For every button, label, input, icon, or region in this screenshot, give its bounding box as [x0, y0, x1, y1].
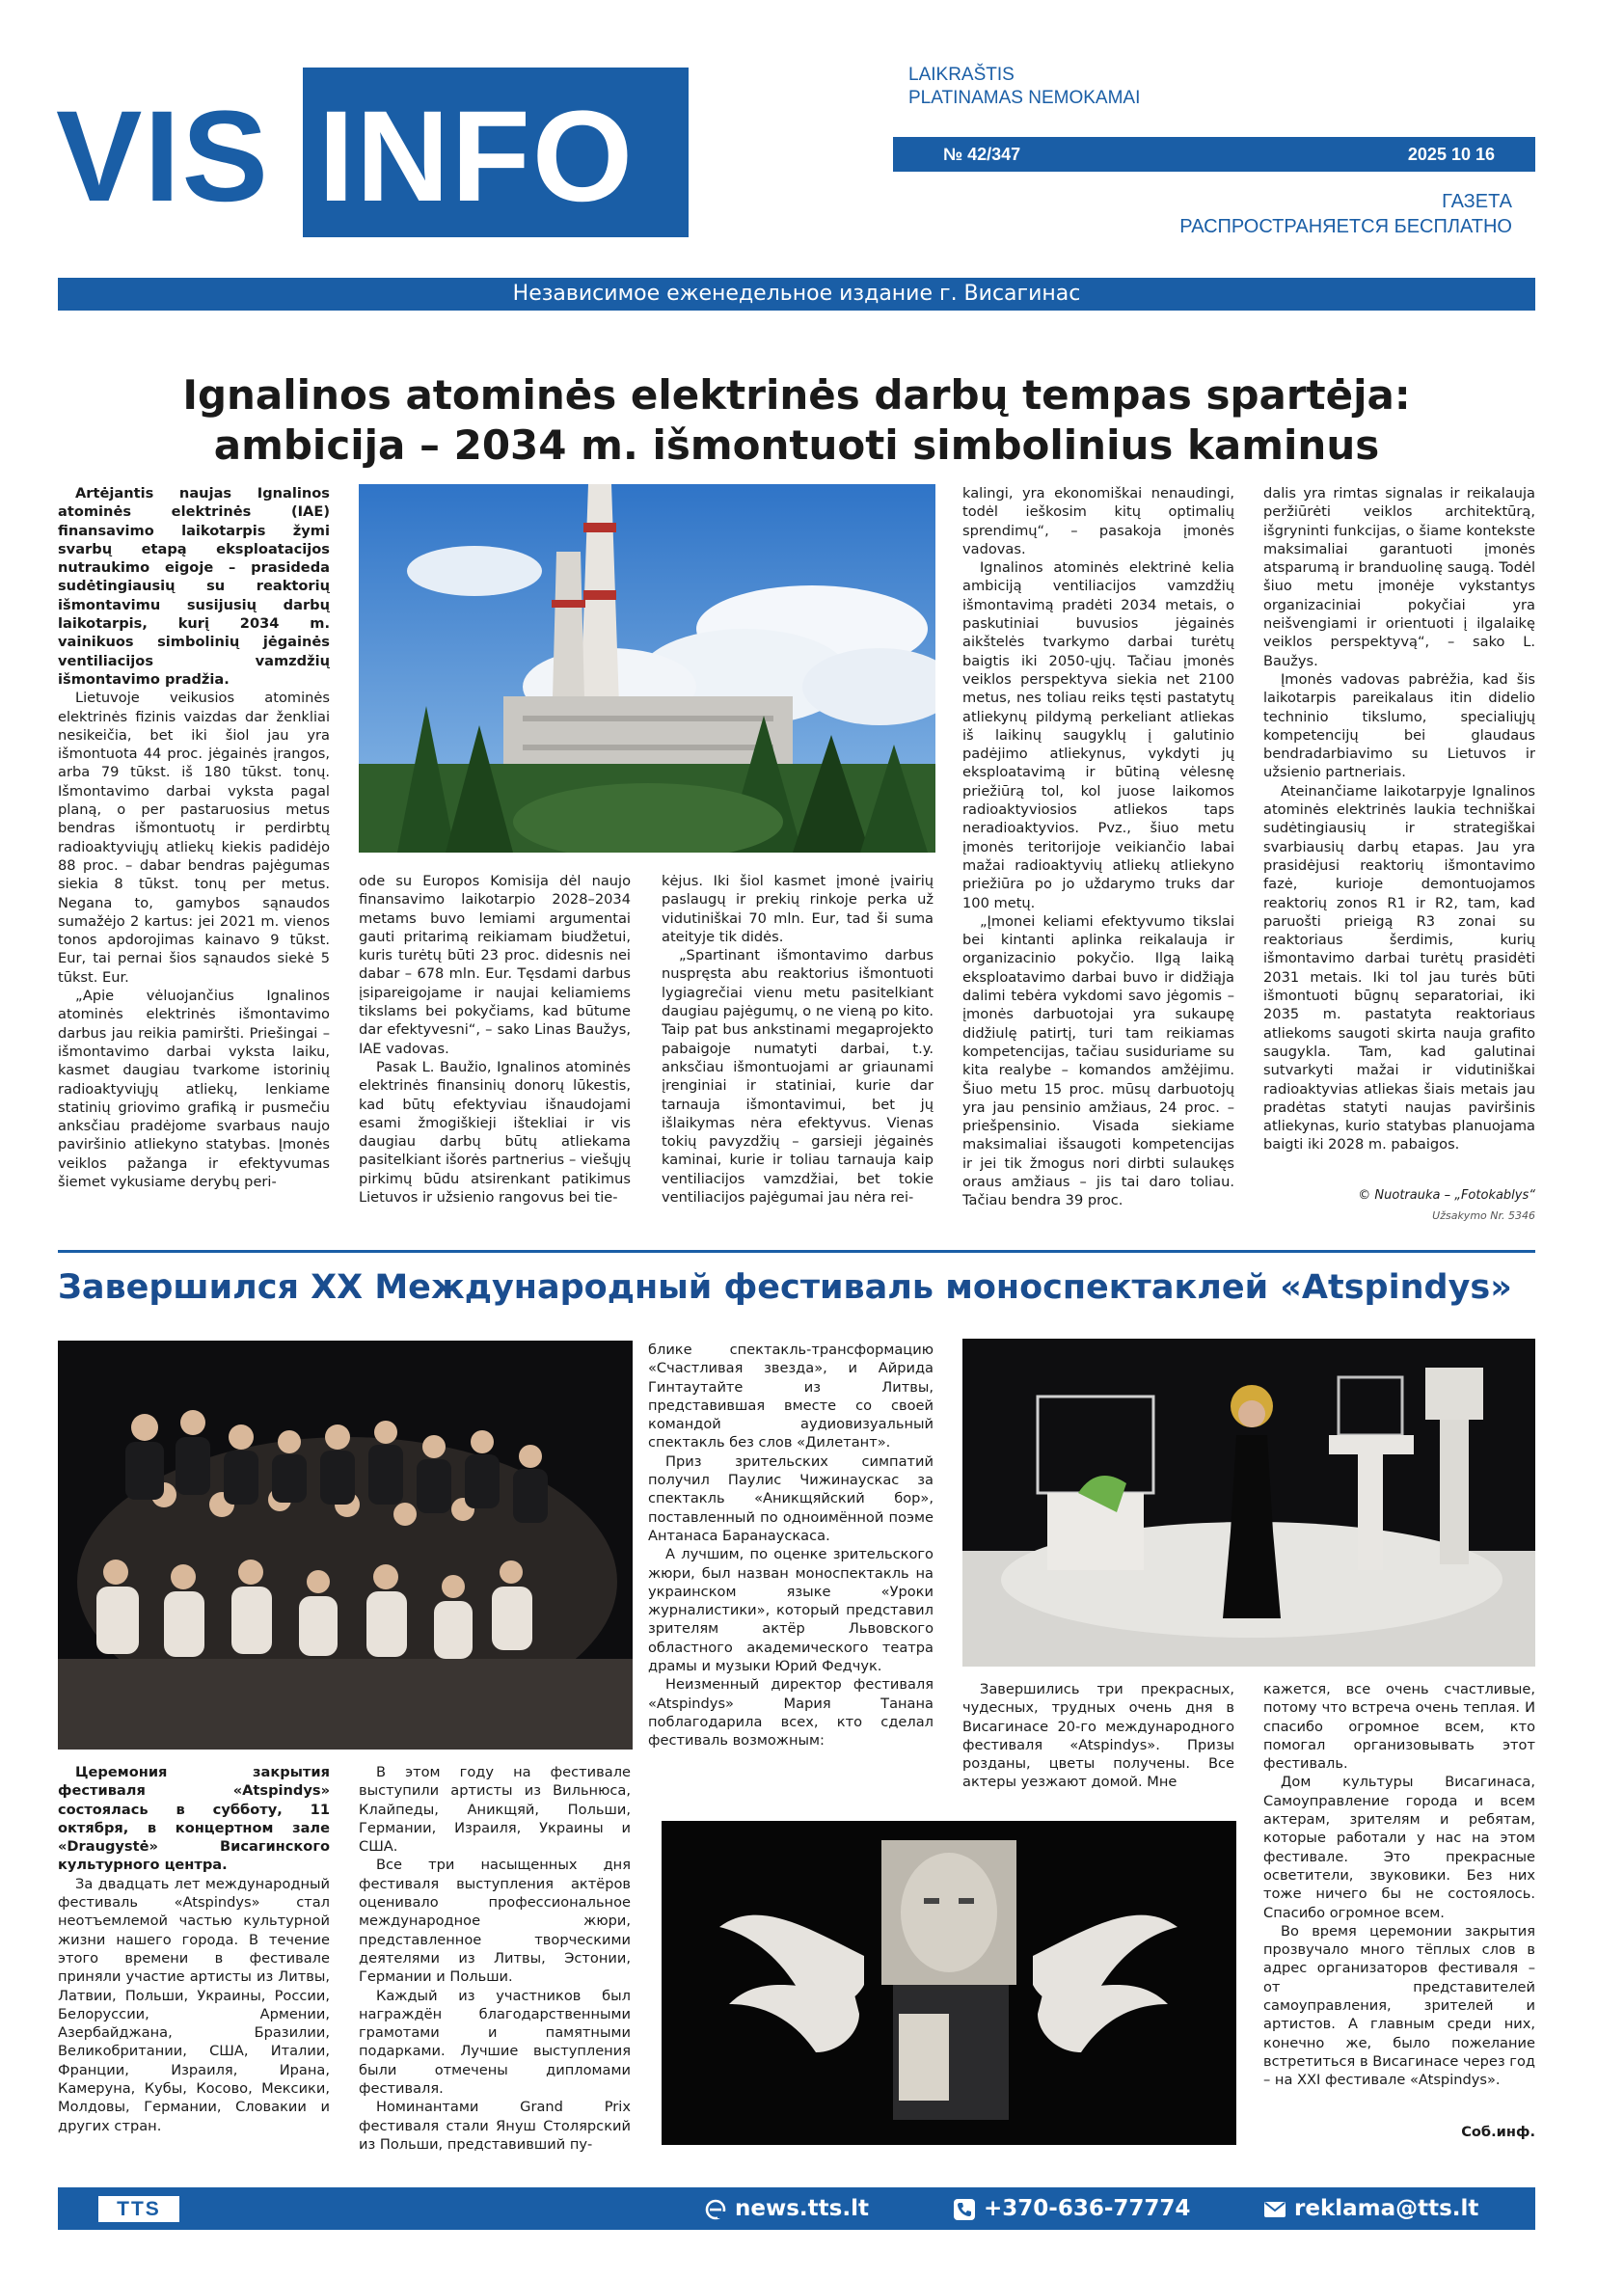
article1-paragraph: Ateinančiame laikotarpyje Ignalinos atominės elektrinės laukia techniškai sudėtingiausių ir strategiškai svarbiausių darbų etapas. Jau yra prasidėjusi reaktorių išmontavimo fazė, kurioje demontuojamos reaktorių zonos R1 ir R2, tam, kad paruošti prieigą R3 zonai su reaktoriaus šerdimis, kurių išmontavimo darbai turėtų prasidėti 2031 metais. Iki tol jau turės būti išmontuoti būgnų separatoriai, iki 2035 m. pastatyta reaktoriaus atliekoms saugoti skirta nauja grafito saugykla. Tam, kad galutinai sutvarkyti mažai ir vidutiniškai radioaktyvias atliekas šiais metais jau pradėtas statyti naujas paviršinis atliekynas, kurio statybas planuojama baigti iki 2028 m. pabaigos.	[1263, 782, 1535, 1153]
stage-performance-photo-graphic	[962, 1339, 1535, 1667]
article1-paragraph: „Įmonei keliami efektyvumo tikslai bei kintanti aplinka reikalauja ir organizacinio pokyčio. Ilgą laiką eksploatavimo darbai buvo ir didžiąja dalimi tebėra vykdomi savo jėgomis – įmonės darbuotojai yra sukaupę didžiulę patirtį, turi tam reikiamas kompetencijas, tačiau susiduriame su kita realybe – komandos amžėjimu. Šiuo metu 15 proc. mūsų darbuotojų yra jau pensinio amžiaus, 24 proc. – priešpensinio. Visada siekiame maksimaliai išsaugoti kompetencijas ir jei tik žmogus nori dirbti sulaukęs oraus amžiaus – jis tai daro toliau. Tačiau bendra 39 proc.	[962, 912, 1234, 1209]
article1-paragraph: ode su Europos Komisija dėl naujo finansavimo laikotarpio 2028–2034 metams buvo lemiami argumentai gauti pritarimą reikiamam biudžetui, kuris turėtų būti 23 proc. didesnis nei dabar – 678 mln. Eur. Tęsdami darbus įsipareigojame ir naujai keliamiems tikslams bei pokyčiams, kad būtume dar efektyvesni“, – sako Linas Baužys, IAE vadovas.	[359, 873, 631, 1057]
article1-column-4	[962, 484, 1234, 1246]
article2-column-5	[1263, 1680, 1535, 2116]
stage-performance-photo	[962, 1339, 1535, 1667]
power-plant-photo	[359, 484, 935, 853]
article2-paragraph: Дом культуры Висагинаса, Самоуправление города и всем актерам, зрителям и ребятам, которые работали у нас на этом фестивале. Это прекрасные осветители, звуковики. Без них тоже ничего бы не состоялось. Спасибо огромное всем.	[1263, 1774, 1535, 1921]
tagline-lt-line1: LAIKRAŠTIS	[908, 65, 1015, 85]
article2-paragraph: Приз зрительских симпатий получил Паулис Чижинаускас за спектакль «Аникщяйский бор», поставленный по одноимённой поэме Антанаса Баранаускаса.	[648, 1452, 934, 1544]
article2-paragraph: В этом году на фестивале выступили артисты из Вильнюса, Клайпеды, Аникщяй, Польши, Германии, Израиля, Украины и США.	[359, 1764, 631, 1856]
footer-bar	[58, 2187, 1535, 2230]
group-photo-graphic	[58, 1341, 633, 1750]
tagline-ru-line2: РАСПРОСТРАНЯЕТСЯ БЕСПЛАТНО	[1179, 216, 1512, 237]
article1-column-1	[58, 484, 330, 1246]
article2-paragraph: За двадцать лет международный фестиваль «Atspindys» стал неотъемлемой частью культурной жизни нашего города. В течение этого времени в фестивале приняли участие артисты из Литвы, Латвии, Польши, Украины, России, Белоруссии, Армении, Азербайджана, Бразилии, Великобритании, США, Италии, Франции, Израиля, Ирана, Камеруна, Кубы, Косово, Мексики, Молдовы, Германии, Словакии и других стран.	[58, 1875, 330, 2134]
article1-paragraph: kalingi, yra ekonomiškai nenaudingi, todėl ieškosim kitų optimalių sprendimų“, – pasakoja įmonės vadovas.	[962, 485, 1234, 557]
article2-paragraph: Номинантами Grand Prix фестиваля стали Януш Столярский из Польши, представивший пу-	[359, 2099, 631, 2153]
tagline-lt-line2: PLATINAMAS NEMOKAMAI	[908, 88, 1141, 108]
issue-bar	[893, 137, 1535, 172]
article1-column-2	[359, 872, 631, 1246]
article2-paragraph: Во время церемонии закрытия прозвучало много тёплых слов в адрес организаторов фестиваля – от представителей самоуправления, зрителей и артистов. А главным среди них, конечно же, было пожелание встретиться в Висагинасе через год – на XXI фестивале «Atspindys».	[1263, 1922, 1535, 2089]
article2-paragraph: кажется, все очень счастливые, потому что встреча очень теплая. И спасибо огромное всем, кто помогал организовывать этот фестиваль.	[1263, 1681, 1535, 1773]
tagline-ru	[1179, 189, 1512, 239]
photo-credit: © Nuotrauka – „Fotokablys“	[1358, 1188, 1535, 1203]
article1-paragraph: kėjus. Iki šiol kasmet įmonė įvairių paslaugų ir prekių rinkoje perka už vidutiniškai 70 mln. Eur, tad ši suma ateityje tik didės.	[662, 873, 934, 945]
logo-info: INFO	[318, 85, 636, 229]
issue-number: № 42/347	[943, 145, 1021, 164]
group-photo	[58, 1341, 633, 1750]
article1-column-3	[662, 872, 934, 1246]
order-number: Užsakymo Nr. 5346	[1432, 1209, 1535, 1222]
footer-website-text: news.tts.lt	[735, 2196, 869, 2221]
winged-performer-photo	[662, 1821, 1236, 2145]
article2-paragraph: блике спектакль-трансформацию «Счастливая звезда», и Айрида Гинтаутайте из Литвы, представившая вместе со своей командой аудиовизуальный спектакль без слов «Дилетант».	[648, 1342, 934, 1452]
article1-lead: Artėjantis naujas Ignalinos atominės elektrinės (IAE) finansavimo laikotarpis žymi svarbų etapą eksploatacijos nutraukimo eigoje – prasideda sudėtingiausių su reaktorių išmontavimu susijusių darbų laikotarpis, kurį 2034 m. vainikuos simbolinių jėgainės ventiliacijos vamzdžių išmontavimo pradžia.	[58, 485, 330, 688]
article2-lead: Церемония закрытия фестиваля «Atspindys» состоялась в субботу, 11 октября, в концертном зале «Draugystė» Висагинского культурного центра.	[58, 1764, 330, 1874]
issue-date: 2025 10 16	[1407, 145, 1495, 164]
article2-signoff: Соб.инф.	[1461, 2124, 1535, 2140]
article1-paragraph: dalis yra rimtas signalas ir reikalauja peržiūrėti veiklos architektūrą, išgryninti funkcijas, o šiame kontekste maksimaliai garantuoti įmonės atsparumą ir branduolinę saugą. Todėl šiuo metu įmonėje vykstantys organizaciniai pokyčiai yra neišvengiami ir orientuoti į ilgalaikę veiklos perspektyvą“, – sako L. Baužys.	[1263, 485, 1535, 669]
article1-paragraph: Lietuvoje veikusios atominės elektrinės fizinis vaizdas dar ženkliai nesikeičia, bet iki šiol jau yra išmontuota 44 proc. jėgainės įrangos, arba 79 tūkst. iš 180 tūkst. tonų. Išmontavimo darbai vyksta pagal planą, o per pastaruosius metus bendras išmontuotų ir perdirbtų radioaktyviųjų atliekų kiekis padidėjo 88 proc. – dabar bendras pajėgumas siekia 8 tūkst. tonų per metus. Negana to, gamybos sąnaudos sumažėjo 2 kartus: jei 2021 m. vienos tonos apdorojimas kainavo 9 tūkst. Eur, tai pernai šios sąnaudos siekė 5 tūkst. Eur.	[58, 690, 330, 986]
article2-headline: Завершился XX Международный фестиваль моноспектаклей «Atspindys»	[58, 1268, 1512, 1307]
power-plant-photo-graphic	[359, 484, 935, 853]
article2-column-1	[58, 1763, 330, 2168]
article1-column-5	[1263, 484, 1535, 1184]
e-browser-icon	[704, 2198, 727, 2221]
article1-headline-line2: ambicija – 2034 m. išmontuoti simbolinius kaminus	[213, 421, 1380, 469]
tagline-ru-line1: ГАЗЕТА	[1442, 191, 1512, 212]
article2-paragraph: Все три насыщенных дня фестиваля выступления актёров оценивало профессиональное международное жюри, представленное творческими деятелями из Литвы, Эстонии, Германии и Польши.	[359, 1857, 631, 1986]
article1-paragraph: „Apie vėluojančius Ignalinos atominės elektrinės išmontavimo darbus jau reikia pamiršti. Priešingai – išmontavimo darbai vyksta laiku, kasmet daugiau tvarkome istorinių radioaktyviųjų atliekų, lenkiame statinių griovimo grafiką ir pusmečiu anksčiau pradėjome svarbaus naujo paviršinio atliekyno statybas. Įmonės veiklos pažanga ir efektyvumas šiemet vykusiame derybų peri-	[58, 988, 330, 1190]
footer-phone-text: +370-636-77774	[984, 2196, 1191, 2221]
article2-column-3	[648, 1341, 934, 1802]
article1-paragraph: Pasak L. Baužio, Ignalinos atominės elektrinės finansinių donorų lūkestis, kad būtų efektyviau išnaudojami esami žmogiškieji ištekliai ir vis daugiau darbų būtų atliekama pasitelkiant išorės partnerius – viešųjų pirkimų būdu atsirenkant patikimus Lietuvos ir užsienio rangovus bei tie-	[359, 1058, 631, 1207]
winged-performer-photo-graphic	[662, 1821, 1236, 2145]
article2-paragraph: А лучшим, по оценке зрительского жюри, был назван моноспектакль на украинском языке «Уроки журналистики», который представил зрителям актёр Львовского областного академического театра драмы и музыки Юрий Федчук.	[648, 1546, 934, 1675]
logo-vis: VIS	[56, 85, 270, 229]
article1-paragraph: „Spartinant išmontavimo darbus nuspręsta abu reaktorius išmontuoti lygiagrečiai vienu metu pasitelkiant daugiau pajėgumų, o ne vieną po kito. Taip pat bus ankstinami megaprojekto pabaigoje numatyti darbai, t.y. anksčiau išmontuojami ar griaunami įrenginiai ir statiniai, kurie dar tarnauja išmontavimui, bet jų išlaikymas nėra efektyvus. Vienas tokių pavyzdžių – garsieji jėgainės kaminai, kurie ir toliau tarnauja kaip ventiliacijos vamzdžiai, bet tokie ventiliacijos pajėgumai jau nėra rei-	[662, 947, 934, 1207]
article2-column-2	[359, 1763, 631, 2168]
article1-paragraph: Ignalinos atominės elektrinė kelia ambiciją ventiliacijos vamzdžių išmontavimą pradėti 2034 metais, o paskutiniai buvusios jėgainės aikštelės tvarkymo darbai turėtų baigtis iki 2050-ųjų. Tačiau įmonės veiklos perspektyva siekia net 2100 metus, nes toliau reiks tęsti pastatytų atliekynų pildymą perkeliant atliekas iš laikinų saugyklų į galutinio padėjimo atliekynus, vykdyti jų eksploatavimą ir būtiną vėlesnę priežiūrą tol, kol juose laikomos radioaktyviosios atliekos taps neradioaktyvios. Pvz., šiuo metu įmonės teritorijoje veikiančio labai mažai radioaktyvių atliekų atliekyno priežiūra po jo uždarymo truks dar 100 metų.	[962, 559, 1234, 911]
footer-email[interactable]	[1263, 2196, 1478, 2222]
tagline-lt	[908, 64, 1140, 110]
masthead-subtitle: Независимое еженедельное издание г. Висагинас	[58, 278, 1535, 311]
phone-icon	[953, 2198, 976, 2221]
article1-headline-line1: Ignalinos atominės elektrinės darbų tempas spartėja:	[182, 371, 1411, 419]
section-divider	[58, 1250, 1535, 1253]
footer-phone[interactable]	[953, 2196, 1190, 2222]
article2-paragraph: Завершились три прекрасных, чудесных, трудных очень дня в Висагинасе 20-го международного фестиваля «Atspindys». Призы розданы, цветы получены. Все актеры уезжают домой. Мне	[962, 1681, 1234, 1791]
article2-paragraph: Каждый из участников был награждён благодарственными грамотами и памятными подарками. Лучшие выступления были отмечены дипломами фестиваля.	[359, 1987, 631, 2098]
tts-logo: TTS	[98, 2196, 179, 2222]
envelope-icon	[1263, 2198, 1286, 2221]
article1-paragraph: Įmonės vadovas pabrėžia, kad šis laikotarpis pareikalaus itin didelio techninio tikslumo, specialiųjų kompetencijų bei glaudaus bendradarbiavimo su Lietuvos ir užsienio partneriais.	[1263, 670, 1535, 781]
article2-column-4	[962, 1680, 1234, 1805]
article1-headline	[58, 370, 1535, 471]
article2-paragraph: Неизменный директор фестиваля «Atspindys» Мария Танана поблагодарила всех, кто сделал фестиваль возможным:	[648, 1676, 934, 1750]
footer-email-text: reklama@tts.lt	[1294, 2196, 1479, 2221]
footer-website[interactable]	[704, 2196, 869, 2222]
